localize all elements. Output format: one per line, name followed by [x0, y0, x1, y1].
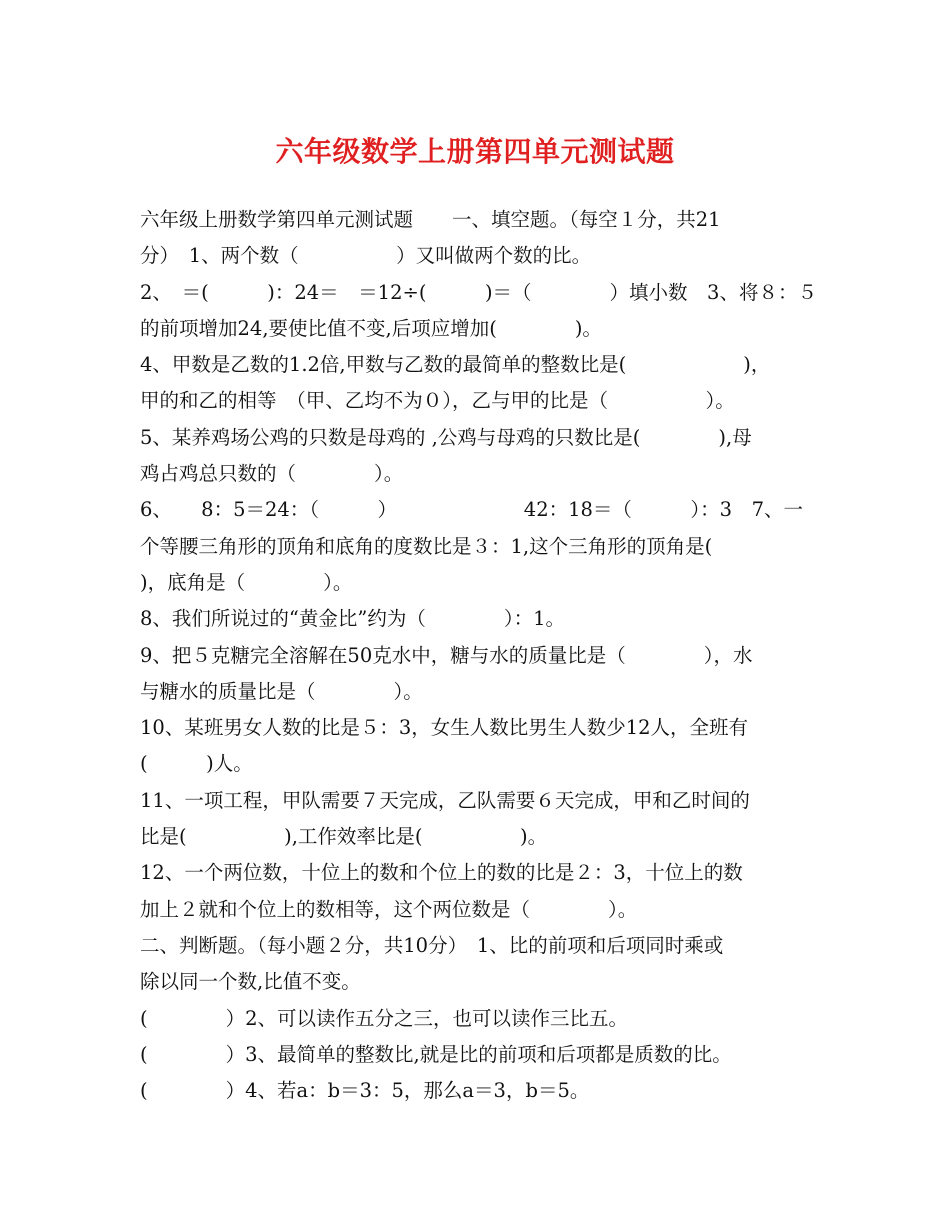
- text-line: 与糖水的质量比是（ ）。: [140, 679, 423, 703]
- text-line: 11、一项工程，甲队需要７天完成，乙队需要６天完成，甲和乙时间的: [140, 788, 750, 812]
- text-line: 分） 1、两个数（ ）又叫做两个数的比。: [140, 244, 592, 268]
- text-line: ( ）2、可以读作五分之三，也可以读作三比五。: [140, 1006, 629, 1030]
- text-line: 10、某班男女人数的比是５：3，女生人数比男生人数少12人，全班有: [140, 716, 749, 740]
- text-line: 的前项增加24,要使比值不变,后项应增加( )。: [140, 316, 602, 340]
- text-line: ( )人。: [140, 752, 253, 776]
- text-line: 除以同一个数,比值不变。: [140, 970, 361, 994]
- text-line: 鸡占鸡总只数的（ ）。: [140, 462, 404, 486]
- document-title: 六年级数学上册第四单元测试题: [275, 135, 675, 168]
- text-line: 二、判断题。（每小题２分，共10分） 1、比的前项和后项同时乘或: [140, 933, 724, 957]
- text-line: 6、 8：5＝24：（ ） 42：18＝（ ）：3 7、一: [140, 498, 803, 522]
- text-line: 六年级上册数学第四单元测试题 一、填空题。（每空１分，共21: [140, 208, 721, 231]
- text-line: 比是( ),工作效率比是( )。: [140, 825, 548, 849]
- text-line: 12、一个两位数，十位上的数和个位上的数的比是２：3，十位上的数: [140, 861, 743, 885]
- text-line: 甲的和乙的相等 （甲、乙均不为０），乙与甲的比是（ ）。: [140, 389, 735, 413]
- text-line: ( ）3、最简单的整数比,就是比的前项和后项都是质数的比。: [140, 1042, 732, 1066]
- text-line: 8、我们所说过的“黄金比”约为（ ）：1。: [140, 607, 566, 631]
- text-line: ( ）4、若a：b＝3：5，那么a＝3，b＝5。: [140, 1079, 590, 1103]
- text-line: 9、把５克糖完全溶解在50克水中，糖与水的质量比是（ ），水: [140, 643, 753, 667]
- text-line: )，底角是（ ）。: [140, 570, 353, 594]
- text-line: 2、 ＝( )：24＝ ＝12÷( )＝（ ）填小数 3、将８：５: [140, 280, 817, 304]
- text-line: 加上２就和个位上的数相等，这个两位数是（ ）。: [140, 897, 638, 921]
- text-line: 4、甲数是乙数的1.2倍,甲数与乙数的最简单的整数比是( )，: [140, 353, 771, 377]
- text-line: 5、某养鸡场公鸡的只数是母鸡的 ,公鸡与母鸡的只数比是( ),母: [140, 425, 752, 449]
- text-line: 个等腰三角形的顶角和底角的度数比是３：1,这个三角形的顶角是(: [140, 534, 713, 558]
- document-body: [140, 202, 817, 1109]
